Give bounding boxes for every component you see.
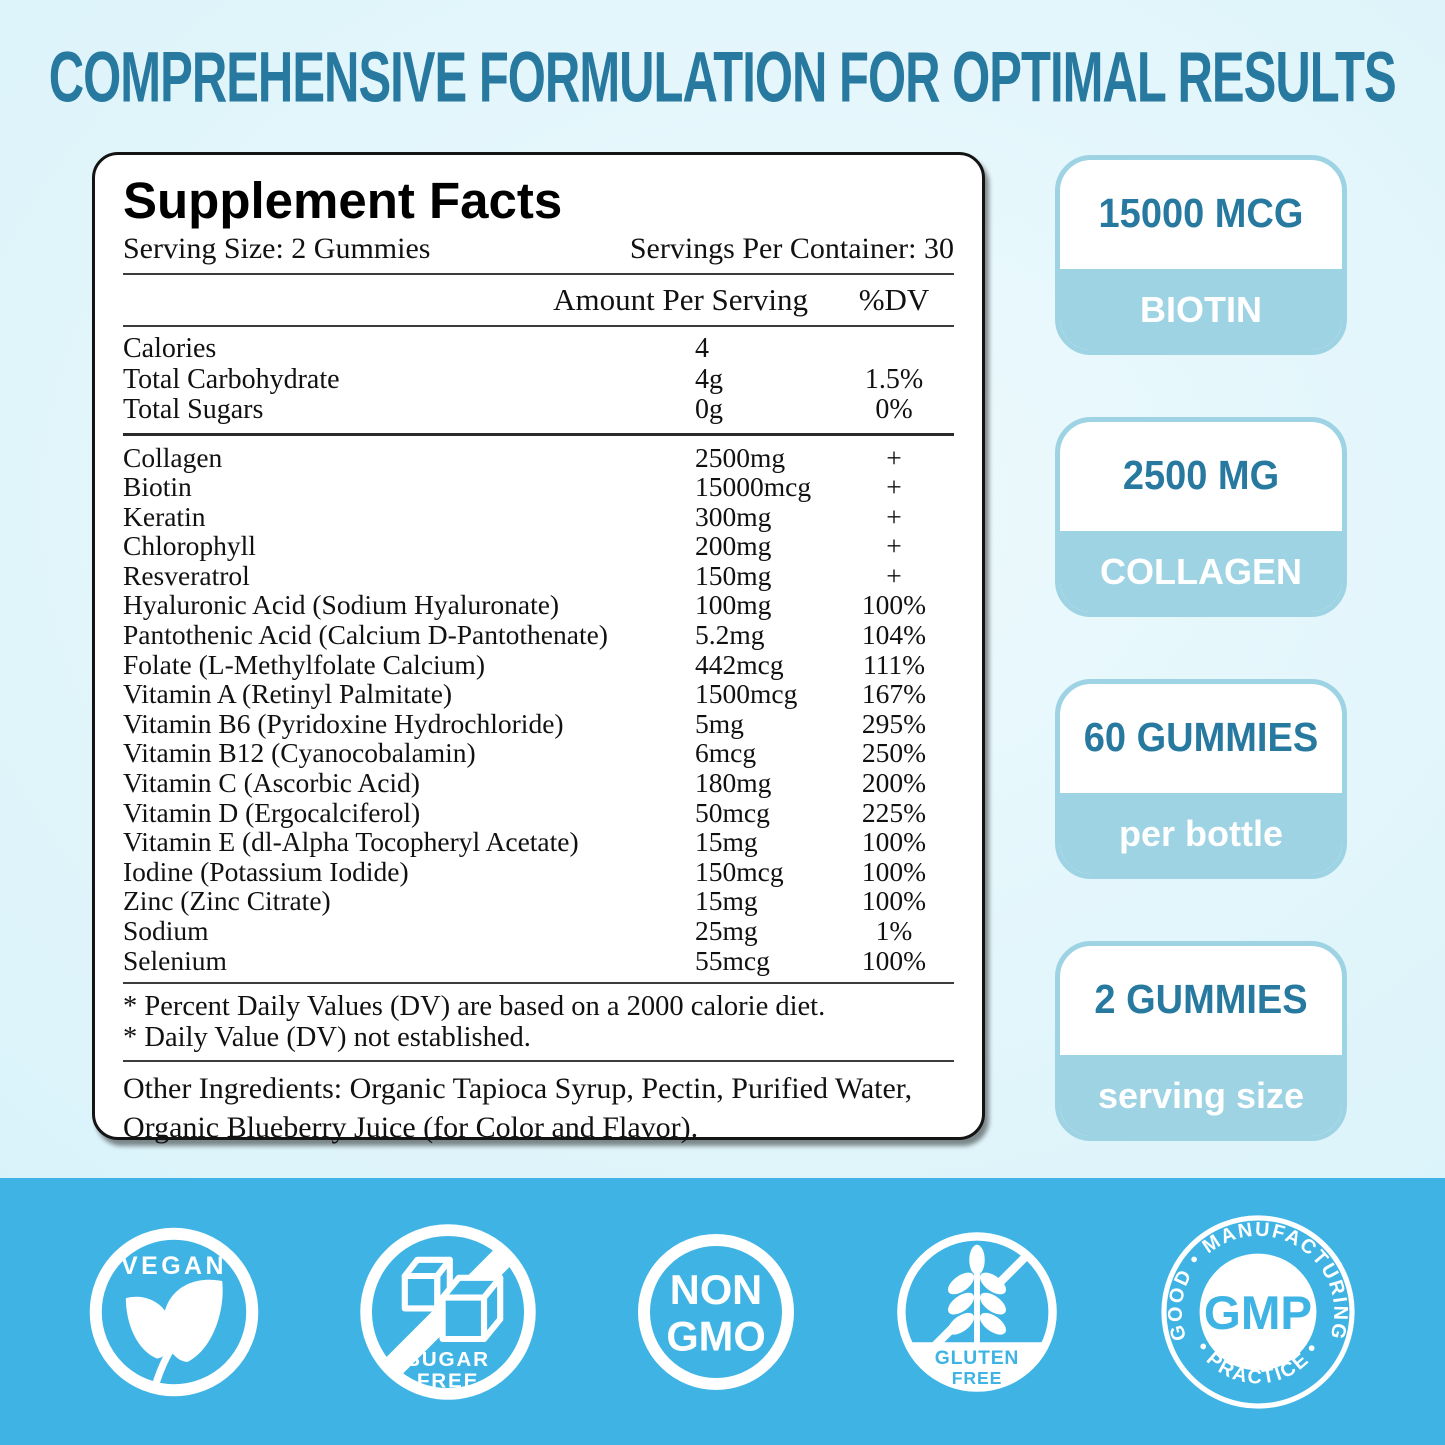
dv-column-header: %DV	[858, 282, 930, 317]
nutrient-amount: 15mg	[695, 885, 758, 917]
nutrient-dv: 200%	[861, 767, 927, 799]
nutrient-name: Folate (L-Methylfolate Calcium)	[123, 648, 485, 680]
table-row	[123, 738, 954, 768]
gmp-center-label: GMP	[1203, 1286, 1313, 1340]
badge-value: 2 GUMMIES	[1094, 977, 1308, 1023]
other-ingredients: Other Ingredients: Organic Tapioca Syrup, Pectin, Purified Water, Organic Blueberry Juice (for Color and Flavor).	[123, 1072, 913, 1145]
badge-value: 60 GUMMIES	[1083, 715, 1319, 761]
non-gmo-label-1: NON	[669, 1265, 762, 1313]
nutrient-dv: +	[886, 559, 902, 591]
vegan-label: VEGAN	[121, 1251, 227, 1280]
footnote-dv-not-established: * Daily Value (DV) not established.	[123, 1022, 531, 1054]
table-row	[123, 561, 954, 591]
nutrient-name: Vitamin D (Ergocalciferol)	[123, 796, 421, 828]
sugar-free-label-1: SUGAR	[405, 1347, 490, 1371]
gluten-free-seal-icon	[893, 1228, 1061, 1396]
nutrient-amount: 2500mg	[695, 441, 786, 473]
nutrient-amount: 5.2mg	[695, 619, 765, 651]
nutrient-name: Calories	[123, 333, 217, 364]
column-header-row	[123, 282, 954, 318]
divider	[123, 982, 954, 984]
nutrient-dv: 100%	[861, 944, 927, 976]
nutrient-name: Vitamin B12 (Cyanocobalamin)	[123, 737, 476, 769]
nutrient-dv: 111%	[862, 648, 926, 680]
gmp-seal-icon	[1159, 1213, 1357, 1411]
gluten-free-label-2: FREE	[952, 1367, 1003, 1388]
badge-label: COLLAGEN	[1060, 531, 1342, 612]
footnote-dv-basis: * Percent Daily Values (DV) are based on a 2000 calorie diet.	[123, 991, 826, 1023]
nutrient-amount: 25mg	[695, 915, 758, 946]
headline-wrap	[0, 36, 1445, 117]
macro-rows	[123, 334, 954, 426]
serving-size: Serving Size: 2 Gummies	[123, 232, 431, 265]
nutrient-name: Sodium	[123, 915, 209, 946]
sugar-free-label-2: FREE	[416, 1369, 479, 1393]
table-row	[123, 679, 954, 709]
nutrient-dv: +	[886, 441, 902, 473]
nutrient-dv: 250%	[861, 737, 927, 769]
nutrient-name: Iodine (Potassium Iodide)	[123, 855, 409, 887]
nutrient-amount: 300mg	[695, 500, 772, 532]
table-row	[123, 857, 954, 887]
badge-value: 2500 MG	[1122, 453, 1280, 499]
nutrient-name: Collagen	[123, 441, 223, 473]
nutrient-name: Vitamin B6 (Pyridoxine Hydrochloride)	[123, 707, 564, 739]
serving-row	[123, 232, 954, 266]
badge-collagen	[1055, 417, 1347, 617]
dosage-badges	[1055, 155, 1347, 1141]
nutrient-name: Selenium	[123, 944, 227, 976]
vegan-seal-icon	[88, 1226, 260, 1398]
nutrient-name: Total Sugars	[123, 394, 264, 425]
nutrient-amount: 50mcg	[695, 796, 770, 828]
table-row	[123, 886, 954, 916]
nutrient-dv: 100%	[861, 855, 927, 887]
badge-label: BIOTIN	[1060, 269, 1342, 350]
badge-label: serving size	[1060, 1055, 1342, 1136]
nutrient-name: Pantothenic Acid (Calcium D-Pantothenate)	[123, 619, 608, 651]
gmp-bottom-arc-label: • PRACTICE •	[1191, 1337, 1325, 1389]
gluten-free-label-1: GLUTEN	[935, 1347, 1020, 1369]
nutrient-dv: +	[886, 500, 902, 532]
table-row	[123, 395, 954, 426]
nutrient-amount: 0g	[695, 394, 723, 425]
nutrient-dv: 225%	[861, 796, 927, 828]
page-title: COMPREHENSIVE FORMULATION FOR OPTIMAL RESULTS	[49, 37, 1396, 117]
servings-per-container: Servings Per Container: 30	[629, 232, 954, 265]
nutrient-amount: 6mcg	[695, 737, 757, 769]
table-row	[123, 531, 954, 561]
table-row	[123, 502, 954, 532]
nutrient-dv: 100%	[861, 885, 927, 917]
nutrient-dv: 295%	[861, 707, 927, 739]
table-row	[123, 946, 954, 976]
divider	[123, 273, 954, 275]
badge-gummies-per-bottle	[1055, 679, 1347, 879]
badge-serving-size	[1055, 941, 1347, 1141]
divider	[123, 1060, 954, 1062]
nutrient-amount: 15000mcg	[695, 471, 812, 503]
nutrient-amount: 150mg	[695, 559, 772, 591]
nutrient-name: Biotin	[123, 471, 192, 503]
supplement-facts-panel	[92, 152, 985, 1145]
certification-band	[0, 1178, 1445, 1445]
nutrient-amount: 4g	[695, 363, 723, 395]
table-row	[123, 827, 954, 857]
nutrient-name: Resveratrol	[123, 559, 250, 591]
table-row	[123, 620, 954, 650]
gmp-top-arc-label: GOOD • MANUFACTURING	[1164, 1218, 1352, 1343]
nutrient-amount: 200mg	[695, 530, 772, 562]
nutrient-amount: 4	[695, 333, 709, 364]
divider	[123, 325, 954, 327]
nutrient-dv: +	[886, 471, 902, 503]
table-row	[123, 443, 954, 473]
table-row	[123, 768, 954, 798]
nutrient-dv: 1.5%	[864, 363, 924, 395]
nutrient-amount: 1500mcg	[695, 678, 798, 710]
nutrient-dv: 167%	[861, 678, 927, 710]
panel-heading: Supplement Facts	[123, 172, 563, 229]
nutrient-dv: 100%	[861, 826, 927, 858]
badge-label: per bottle	[1060, 793, 1342, 874]
table-row	[123, 916, 954, 946]
nutrient-dv: 100%	[861, 589, 927, 621]
nutrient-name: Vitamin A (Retinyl Palmitate)	[123, 678, 453, 710]
table-row	[123, 365, 954, 396]
nutrient-amount: 5mg	[695, 707, 744, 739]
nutrient-amount: 55mcg	[695, 944, 770, 976]
nutrient-dv: 1%	[875, 915, 913, 946]
badge-value: 15000 MCG	[1098, 191, 1304, 237]
table-row	[123, 798, 954, 828]
nutrient-dv: +	[886, 530, 902, 562]
badge-biotin	[1055, 155, 1347, 355]
nutrient-name: Total Carbohydrate	[123, 363, 340, 395]
non-gmo-label-2: GMO	[665, 1311, 766, 1359]
nutrient-name: Chlorophyll	[123, 530, 256, 562]
footnotes	[123, 991, 954, 1053]
table-row	[123, 709, 954, 739]
nutrient-amount: 442mcg	[695, 648, 784, 680]
nutrient-amount: 100mg	[695, 589, 772, 621]
nutrient-name: Vitamin E (dl-Alpha Tocopheryl Acetate)	[123, 826, 579, 858]
nutrient-dv: 0%	[875, 394, 913, 425]
sugar-free-seal-icon	[358, 1222, 538, 1402]
nutrient-name: Vitamin C (Ascorbic Acid)	[123, 767, 420, 799]
divider	[123, 433, 954, 436]
nutrient-name: Keratin	[123, 500, 206, 532]
nutrient-name: Zinc (Zinc Citrate)	[123, 885, 331, 917]
table-row	[123, 650, 954, 680]
table-row	[123, 590, 954, 620]
table-row	[123, 334, 954, 365]
ingredient-rows	[123, 443, 954, 976]
non-gmo-seal-icon	[636, 1232, 796, 1392]
table-row	[123, 472, 954, 502]
nutrient-amount: 150mcg	[695, 855, 784, 887]
amount-column-header: Amount Per Serving	[553, 282, 808, 317]
nutrient-amount: 180mg	[695, 767, 772, 799]
nutrient-amount: 15mg	[695, 826, 758, 858]
nutrient-name: Hyaluronic Acid (Sodium Hyaluronate)	[123, 589, 560, 621]
nutrient-dv: 104%	[861, 619, 927, 651]
